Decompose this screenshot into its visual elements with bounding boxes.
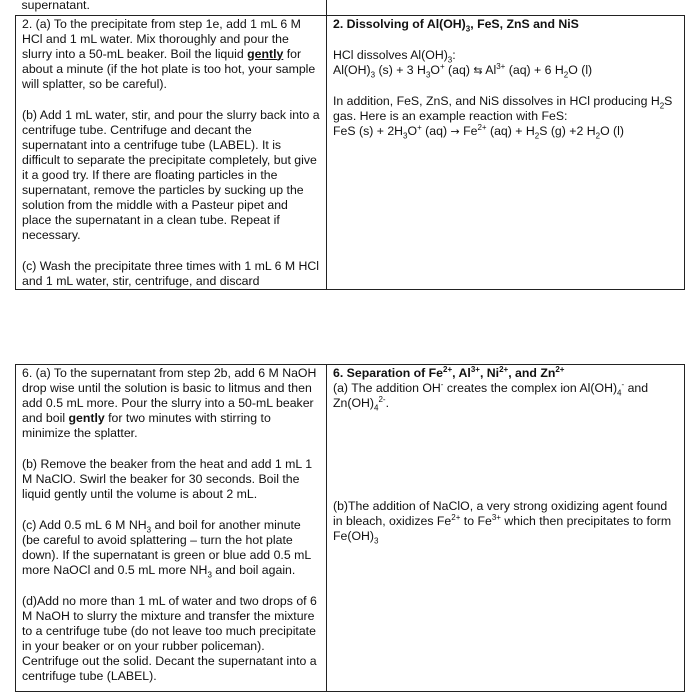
- step-6c-text: (c) Add 0.5 mL 6 M $NH_3$ and boil for another minute (be careful to avoid splattering – turn the hot plate down). If the supernatant is green or blue add 0.5 mL more NaOCl and 0.5 mL more $NH_3$ and boil again.: [22, 518, 311, 580]
- step-2-explanation-cell: [327, 15, 685, 289]
- separation-b-text: (b)The addition of NaClO, a very strong oxidizing agent found in bleach, oxidizes $Fe^{2+}$ to $Fe^{3+}$ which then precipitates to form $Fe(OH)_3$: [333, 499, 672, 546]
- separation-title: 6. Separation of $Fe^{2+}$, $Al^{3+}$, $Ni^{2+}$, and $Zn^{2+}$: [333, 364, 565, 380]
- step-6-explanation-cell: [327, 365, 685, 692]
- step-2a-text: 2. (a) To the precipitate from step 1e, add 1 mL 6 M HCl and 1 mL water. Mix thoroughly and pour the slurry into a 50-mL beaker. Boil the liquid gently for about a minute (if the hot plate is too hot, your sample will splatter, so be careful).: [22, 16, 316, 91]
- step-6-procedure-cell: [16, 365, 327, 692]
- procedure-table-top: [15, 0, 685, 290]
- equation-fes-dissolution: FeS $(s) + 2H_3O^+$ $(aq) \to Fe^{2+}$ $(aq) + H_2S$ (g) +2 $H_2O$ (l): [333, 122, 624, 140]
- previous-step-explanation: [327, 0, 685, 15]
- step-6a-text: 6. (a) To the supernatant from step 2b, add 6 M NaOH drop wise until the solution is basic to litmus and then add 0.5 mL more. Pour the slurry into a 50-mL beaker and boil gently for two minutes with stirring to minimize the splatter.: [22, 366, 317, 440]
- procedure-table-bottom: [15, 364, 685, 692]
- dissolving-title: 2. Dissolving of $Al(OH)_3$, FeS, ZnS and NiS: [333, 16, 579, 33]
- step-2c-text: (c) Wash the precipitate three times with 1 mL 6 M HCl and 1 mL water, stir, centrifuge, and discard: [22, 258, 320, 288]
- equilibrium-arrow-icon: ⇆: [473, 63, 483, 77]
- reaction-arrow-icon: →: [450, 124, 460, 138]
- step-2b-text: (b) Add 1 mL water, stir, and pour the slurry back into a centrifuge tube. Centrifuge and decant the supernatant into a centrifuge tube (LABEL). It is difficult to separate the precipitate completely, but give it a good try. If there are floating particles in the supernatant, remove the particles by sucking up the solution from the middle with a Pasteur pipet and place the supernatant in a clean tube. Repeat if necessary.: [22, 107, 320, 242]
- gently-emphasis: gently: [247, 46, 284, 61]
- step-2-procedure-cell: [16, 15, 327, 289]
- hcl-dissolves-line: HCl dissolves $Al(OH)_3$:: [333, 47, 456, 64]
- sulfides-dissolve-paragraph: In addition, FeS, ZnS, and NiS dissolves in HCl producing $H_2S$ gas. Here is an example reaction with FeS:: [333, 93, 673, 123]
- step-6b-text: (b) Remove the beaker from the heat and add 1 mL 1 M NaClO. Swirl the beaker for 30 seconds. Boil the liquid gently until the volume is about 2 mL.: [22, 457, 313, 501]
- previous-step-tail: [16, 0, 327, 15]
- separation-a-text: (a) The addition OH- creates the complex ion $Al(OH)_4^-$ and $Zn(OH)_4^{2-}$.: [333, 379, 649, 413]
- step-6d-text: (d)Add no more than 1 mL of water and two drops of 6 M NaOH to slurry the mixture and transfer the mixture to a centrifuge tube (do not leave too much precipitate in your beaker or on your rubber policeman). Centrifuge out the solid. Decant the supernatant into a centrifuge tube (LABEL).: [22, 594, 317, 683]
- previous-step-text: supernatant.: [21, 0, 90, 12]
- equation-aloh3-dissolution: $Al(OH)_3$ (s) + 3 $H_3O^+$ (aq) ⇆ $Al^{3+}$ (aq) + 6 $H_2O$ (l): [333, 61, 593, 79]
- gently-emphasis: gently: [68, 411, 105, 425]
